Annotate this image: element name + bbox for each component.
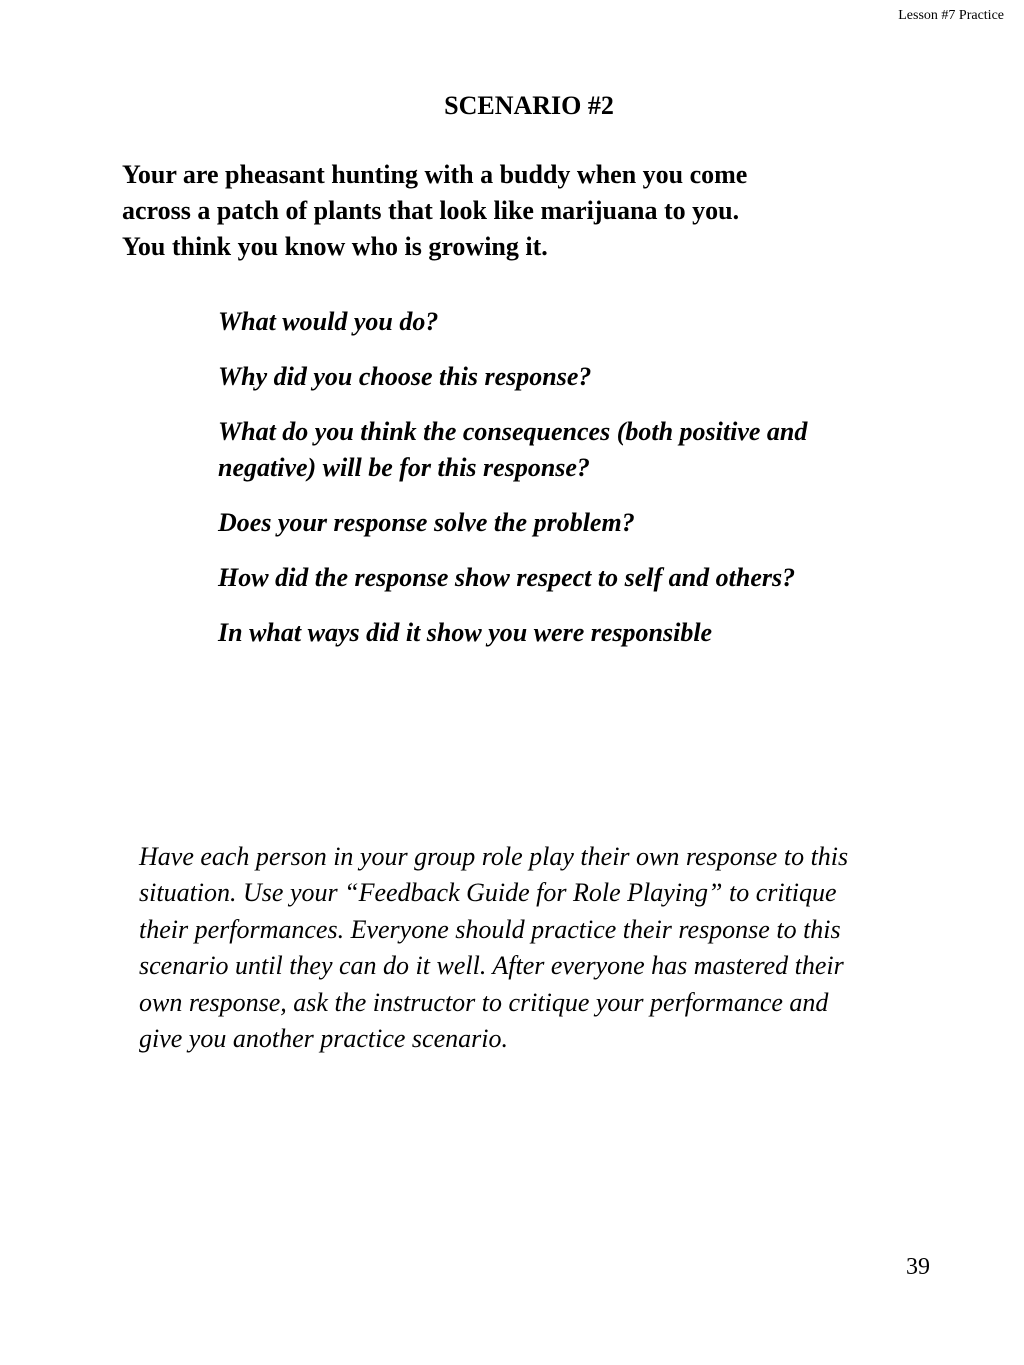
instructions-line: own response, ask the instructor to critique your performance and <box>139 987 829 1017</box>
question-line: Why did you choose this response? <box>218 362 592 391</box>
question-line: Does your response solve the problem? <box>218 508 635 537</box>
question-line: What do you think the consequences (both positive and <box>218 417 808 446</box>
question-item <box>218 505 978 541</box>
question-item <box>218 359 978 395</box>
scenario-description-line: Your are pheasant hunting with a buddy when you come <box>122 160 748 189</box>
question-item <box>218 560 978 596</box>
scenario-title: SCENARIO #2 <box>444 91 614 120</box>
reflection-questions-list <box>218 304 978 670</box>
question-line: negative) will be for this response? <box>218 453 590 482</box>
question-line: How did the response show respect to self and others? <box>218 563 796 592</box>
question-item <box>218 414 978 486</box>
role-play-instructions <box>139 839 999 1057</box>
page-number: 39 <box>906 1254 930 1280</box>
question-line: What would you do? <box>218 307 439 336</box>
instructions-line: give you another practice scenario. <box>139 1024 508 1054</box>
lesson-header-label: Lesson #7 Practice <box>898 8 1004 23</box>
instructions-line: scenario until they can do it well. After everyone has mastered their <box>139 951 844 981</box>
instructions-line: Have each person in your group role play their own response to this <box>139 842 849 871</box>
question-line: In what ways did it show you were responsible <box>218 618 713 647</box>
scenario-description-line: You think you know who is growing it. <box>122 232 548 261</box>
scenario-description-line: across a patch of plants that look like marijuana to you. <box>122 196 740 225</box>
question-item <box>218 615 978 651</box>
scenario-description <box>122 157 902 265</box>
instructions-line: their performances. Everyone should practice their response to this <box>139 914 841 944</box>
question-item <box>218 304 978 340</box>
instructions-line: situation. Use your “Feedback Guide for Role Playing” to critique <box>139 878 837 908</box>
